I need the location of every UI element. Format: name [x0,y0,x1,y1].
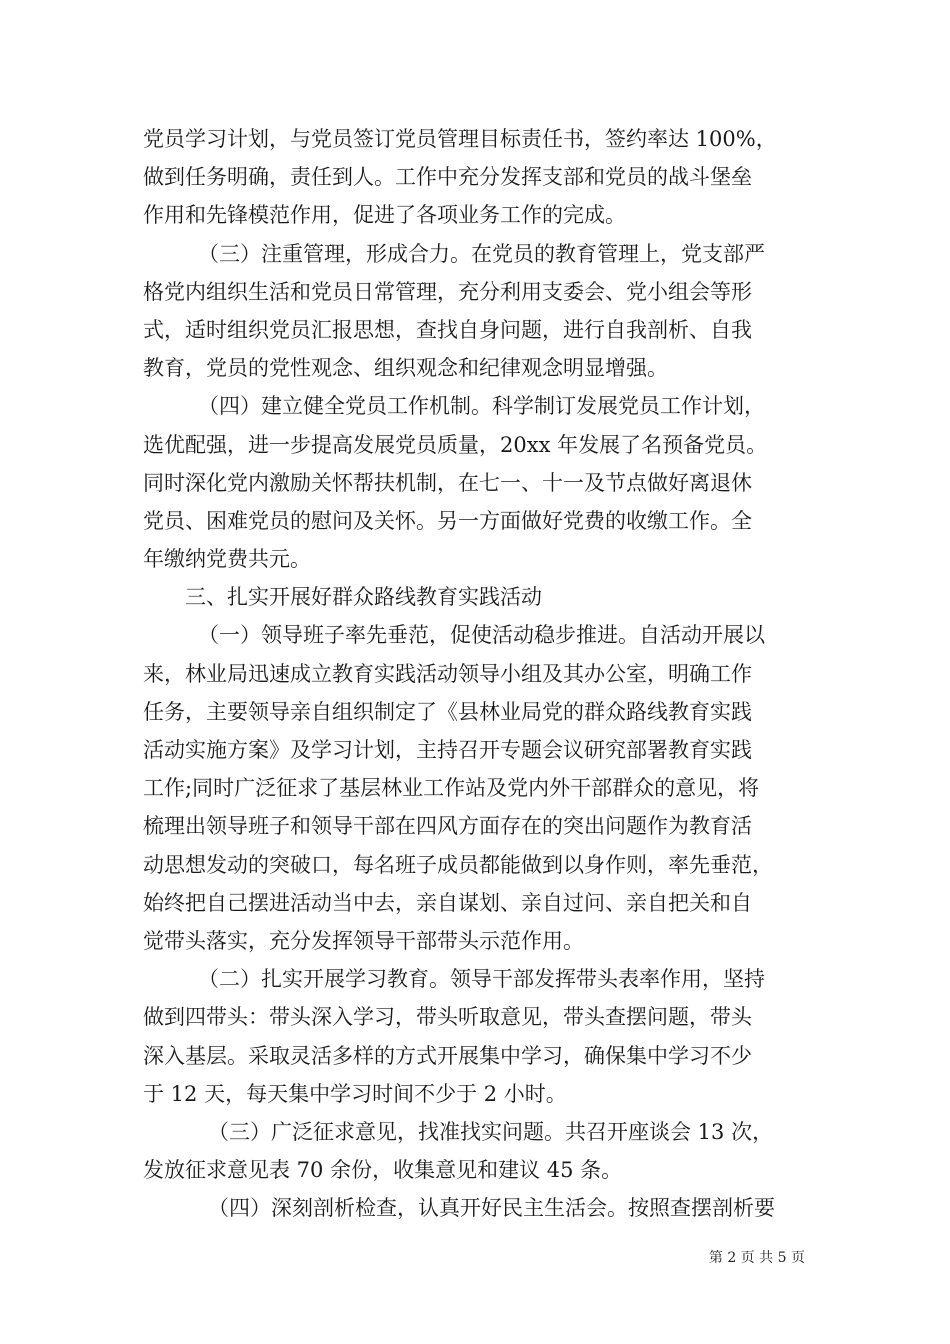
paragraph-start: （三）注重管理，形成合力。在党员的教育管理上，党支部严 [198,241,765,266]
text-line: 发放征求意见表 70 余份，收集意见和建议 45 条。 [143,1158,623,1183]
text-line: 深入基层。采取灵活多样的方式开展集中学习，确保集中学习不少 [143,1043,752,1068]
text-line: 做到任务明确，责任到人。工作中充分发挥支部和党员的战斗堡垒 [143,165,752,190]
paragraph-start: （三）广泛征求意见，找准找实问题。共召开座谈会 13 次， [208,1119,774,1144]
text-line: 党员学习计划，与党员签订党员管理目标责任书，签约率达 100%， [143,127,777,151]
text-line: 选优配强，进一步提高发展党员质量，20xx 年发展了名预备党员。 [143,432,768,457]
text-line: 于 12 天，每天集中学习时间不少于 2 小时。 [143,1081,567,1106]
page-number: 第 2 页 共 5 页 [708,1250,805,1266]
text-line: 任务，主要领导亲自组织制定了《县林业局党的群众路线教育实践 [143,699,752,724]
section-heading: 三、扎实开展好群众路线教育实践活动 [185,585,542,610]
text-line: 来，林业局迅速成立教育实践活动领导小组及其办公室，明确工作 [143,661,752,686]
text-line: 做到四带头：带头深入学习，带头听取意见，带头查摆问题，带头 [143,1005,752,1030]
text-line: 动思想发动的突破口，每名班子成员都能做到以身作则，率先垂范， [143,852,773,877]
body-text [143,120,823,1227]
paragraph-start: （四）建立健全党员工作机制。科学制订发展党员工作计划， [198,394,765,419]
text-line: 教育，党员的党性观念、组织观念和纪律观念明显增强。 [143,356,668,381]
text-line: 格党内组织生活和党员日常管理，充分利用支委会、党小组会等形 [143,279,752,304]
text-line: 始终把自己摆进活动当中去，亲自谋划、亲自过问、亲自把关和自 [143,890,752,915]
text-line: 工作;同时广泛征求了基层林业工作站及党内外干部群众的意见，将 [143,776,760,801]
text-line: 觉带头落实，充分发挥领导干部带头示范作用。 [143,928,584,953]
text-line: 活动实施方案》及学习计划，主持召开专题会议研究部署教育实践 [143,738,752,762]
text-line: 党员、困难党员的慰问及关怀。另一方面做好党费的收缴工作。全 [143,508,752,533]
text-line: 同时深化党内激励关怀帮扶机制，在七一、十一及节点做好离退休 [143,470,752,495]
paragraph-start: （一）领导班子率先垂范，促使活动稳步推进。自活动开展以 [198,623,765,648]
paragraph-start: （四）深刻剖析检查，认真开好民主生活会。按照查摆剖析要 [208,1196,775,1221]
text-line: 式，适时组织党员汇报思想，查找自身问题，进行自我剖析、自我 [143,317,752,342]
text-line: 年缴纳党费共元。 [143,547,311,572]
paragraph-start: （二）扎实开展学习教育。领导干部发挥带头表率作用，坚持 [198,967,765,992]
text-line: 作用和先锋模范作用，促进了各项业务工作的完成。 [143,203,626,228]
text-line: 梳理出领导班子和领导干部在四风方面存在的突出问题作为教育活 [143,814,752,839]
